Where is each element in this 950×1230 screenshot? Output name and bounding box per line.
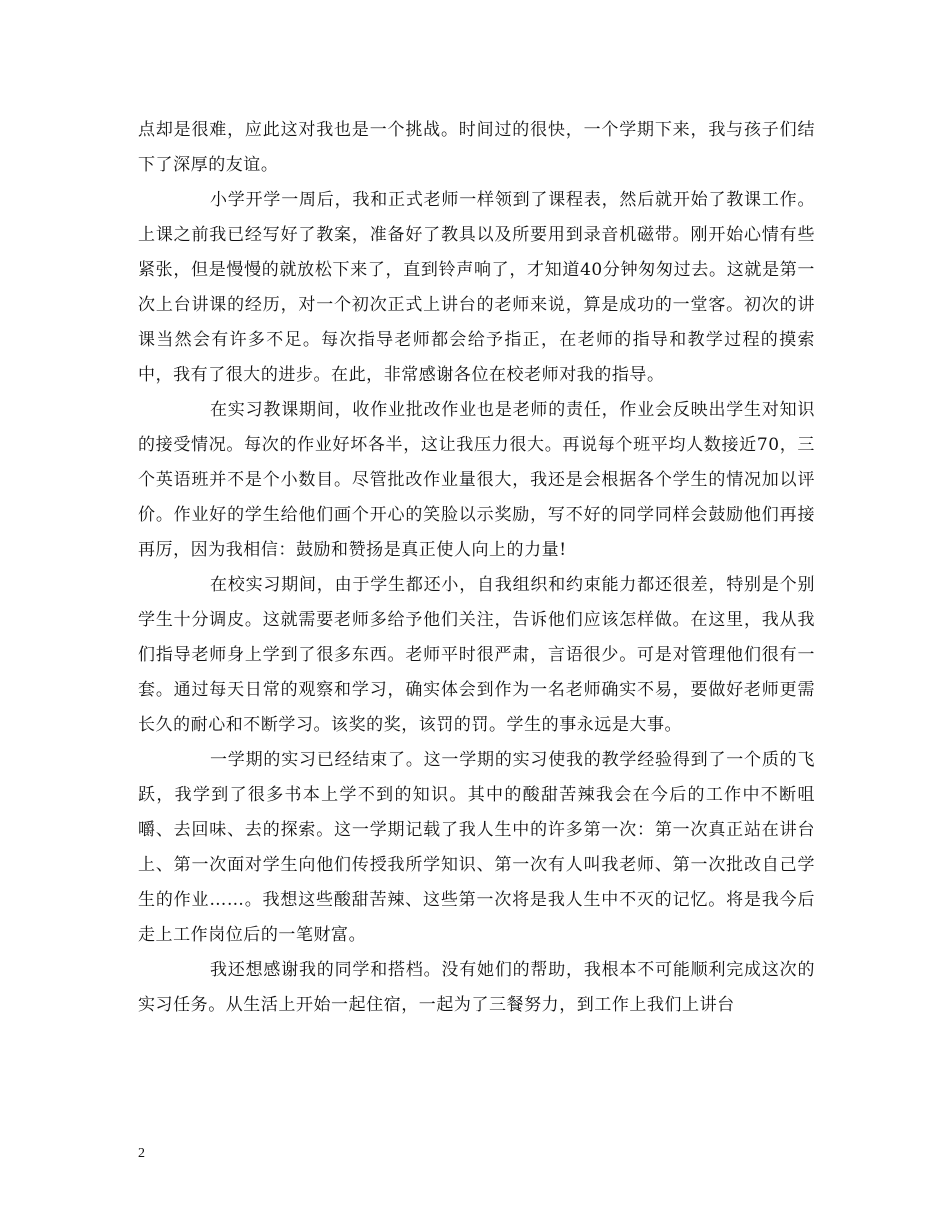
paragraph-3: 在实习教课期间，收作业批改作业也是老师的责任，作业会反映出学生对知识的接受情况。每次的作业好坏各半，这让我压力很大。再说每个班平均人数接近70，三个英语班并不是个小数目。尽管批改作业量很大，我还是会根据各个学生的情况加以评价。作业好的学生给他们画个开心的笑脸以示奖励，写不好的同学同样会鼓励他们再接再厉，因为我相信：鼓励和赞扬是真正使人向上的力量! (138, 400, 815, 560)
paragraph-2: 小学开学一周后，我和正式老师一样领到了课程表，然后就开始了教课工作。上课之前我已经写好了教案，准备好了教具以及所要用到录音机磁带。刚开始心情有些紧张，但是慢慢的就放松下来了，直到铃声响了，才知道40分钟匆匆过去。这就是第一次上台讲课的经历，对一个初次正式上讲台的老师来说，算是成功的一堂客。初次的讲课当然会有许多不足。每次指导老师都会给予指正，在老师的指导和教学过程的摸索中，我有了很大的进步。在此，非常感谢各位在校老师对我的指导。 (138, 190, 815, 385)
page-number: 2 (138, 1146, 145, 1161)
paragraph-5: 一学期的实习已经结束了。这一学期的实习使我的教学经验得到了一个质的飞跃，我学到了很多书本上学不到的知识。其中的酸甜苦辣我会在今后的工作中不断咀嚼、去回味、去的探索。这一学期记载了我人生中的许多第一次：第一次真正站在讲台上、第一次面对学生向他们传授我所学知识、第一次有人叫我老师、第一次批改自己学生的作业……。我想这些酸甜苦辣、这些第一次将是我人生中不灭的记忆。将是我今后走上工作岗位后的一笔财富。 (138, 750, 815, 945)
body-text (138, 113, 815, 1023)
paragraph-4: 在校实习期间，由于学生都还小，自我组织和约束能力都还很差，特别是个别学生十分调皮。这就需要老师多给予他们关注，告诉他们应该怎样做。在这里，我从我们指导老师身上学到了很多东西。老师平时很严肃，言语很少。可是对管理他们很有一套。通过每天日常的观察和学习，确实体会到作为一名老师确实不易，要做好老师更需长久的耐心和不断学习。该奖的奖，该罚的罚。学生的事永远是大事。 (138, 575, 815, 735)
paragraph-1: 点却是很难，应此这对我也是一个挑战。时间过的很快，一个学期下来，我与孩子们结下了深厚的友谊。 (138, 120, 815, 175)
paragraph-6: 我还想感谢我的同学和搭档。没有她们的帮助，我根本不可能顺利完成这次的实习任务。从生活上开始一起住宿，一起为了三餐努力，到工作上我们上讲台 (138, 960, 815, 1015)
